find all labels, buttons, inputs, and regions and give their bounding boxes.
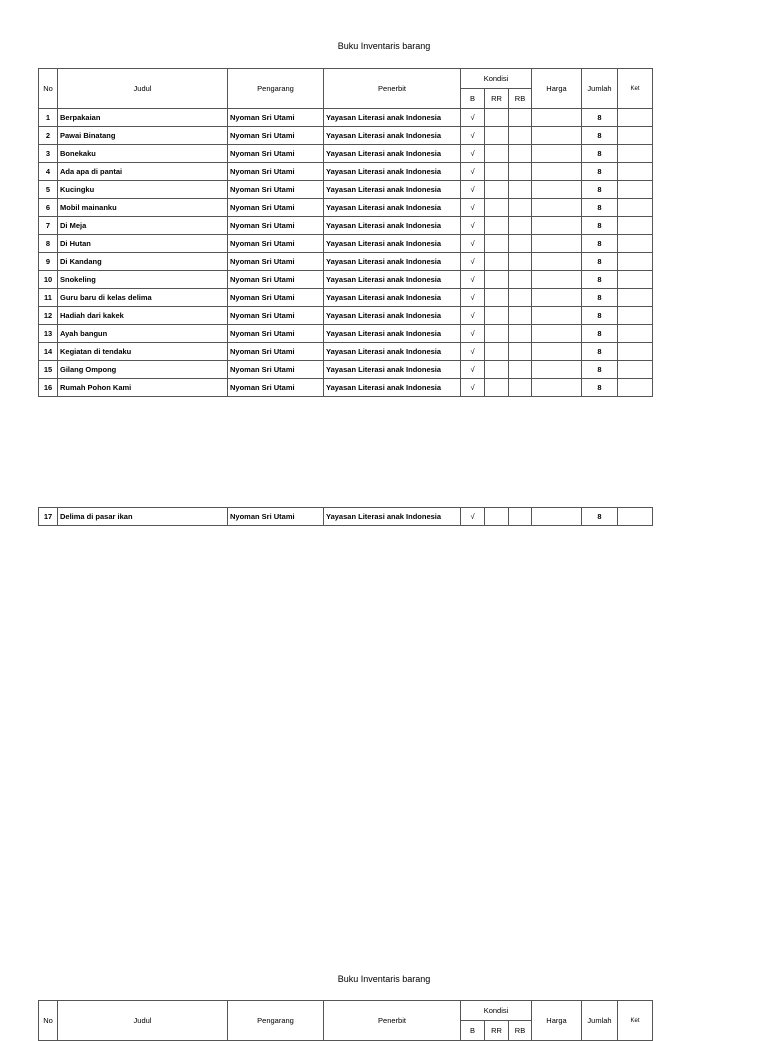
cell-kondisi-b: √ (461, 289, 485, 307)
header-no: No (39, 1001, 58, 1041)
cell-ket (618, 508, 653, 526)
cell-kondisi-rr (485, 217, 509, 235)
cell-judul: Berpakaian (58, 109, 228, 127)
cell-penerbit: Yayasan Literasi anak Indonesia (324, 508, 461, 526)
cell-judul: Bonekaku (58, 145, 228, 163)
header-judul: Judul (58, 69, 228, 109)
cell-kondisi-rb (509, 181, 532, 199)
cell-ket (618, 199, 653, 217)
cell-kondisi-b: √ (461, 253, 485, 271)
cell-ket (618, 289, 653, 307)
cell-pengarang: Nyoman Sri Utami (228, 271, 324, 289)
cell-ket (618, 343, 653, 361)
header-judul: Judul (58, 1001, 228, 1041)
cell-penerbit: Yayasan Literasi anak Indonesia (324, 361, 461, 379)
cell-jumlah: 8 (582, 325, 618, 343)
table-row (39, 325, 653, 343)
cell-no: 16 (39, 379, 58, 397)
cell-kondisi-rb (509, 253, 532, 271)
cell-kondisi-b: √ (461, 181, 485, 199)
cell-kondisi-rb (509, 508, 532, 526)
cell-harga (532, 145, 582, 163)
cell-jumlah: 8 (582, 271, 618, 289)
cell-judul: Delima di pasar ikan (58, 508, 228, 526)
cell-jumlah: 8 (582, 379, 618, 397)
cell-penerbit: Yayasan Literasi anak Indonesia (324, 199, 461, 217)
header-ket: Ket (618, 1001, 653, 1041)
cell-pengarang: Nyoman Sri Utami (228, 145, 324, 163)
table-row (39, 217, 653, 235)
cell-ket (618, 307, 653, 325)
cell-kondisi-b: √ (461, 325, 485, 343)
cell-ket (618, 145, 653, 163)
cell-harga (532, 217, 582, 235)
cell-judul: Pawai Binatang (58, 127, 228, 145)
cell-pengarang: Nyoman Sri Utami (228, 181, 324, 199)
cell-pengarang: Nyoman Sri Utami (228, 235, 324, 253)
cell-harga (532, 361, 582, 379)
cell-pengarang: Nyoman Sri Utami (228, 109, 324, 127)
header-kondisi: Kondisi (461, 1001, 532, 1021)
cell-ket (618, 109, 653, 127)
cell-kondisi-rr (485, 325, 509, 343)
header-no: No (39, 69, 58, 109)
header-penerbit: Penerbit (324, 1001, 461, 1041)
cell-judul: Ayah bangun (58, 325, 228, 343)
table-row (39, 181, 653, 199)
cell-judul: Di Meja (58, 217, 228, 235)
cell-harga (532, 235, 582, 253)
cell-penerbit: Yayasan Literasi anak Indonesia (324, 217, 461, 235)
cell-harga (532, 181, 582, 199)
cell-penerbit: Yayasan Literasi anak Indonesia (324, 271, 461, 289)
cell-jumlah: 8 (582, 163, 618, 181)
cell-kondisi-b: √ (461, 271, 485, 289)
cell-jumlah: 8 (582, 343, 618, 361)
cell-harga (532, 307, 582, 325)
cell-pengarang: Nyoman Sri Utami (228, 163, 324, 181)
table-row (39, 379, 653, 397)
cell-ket (618, 235, 653, 253)
cell-kondisi-rr (485, 235, 509, 253)
cell-harga (532, 325, 582, 343)
cell-penerbit: Yayasan Literasi anak Indonesia (324, 181, 461, 199)
cell-kondisi-rb (509, 271, 532, 289)
cell-kondisi-rr (485, 163, 509, 181)
cell-ket (618, 217, 653, 235)
header-jumlah: Jumlah (582, 1001, 618, 1041)
cell-pengarang: Nyoman Sri Utami (228, 217, 324, 235)
cell-judul: Mobil mainanku (58, 199, 228, 217)
cell-pengarang: Nyoman Sri Utami (228, 361, 324, 379)
cell-ket (618, 361, 653, 379)
cell-no: 9 (39, 253, 58, 271)
cell-no: 7 (39, 217, 58, 235)
cell-kondisi-rb (509, 145, 532, 163)
header-b: B (461, 1021, 485, 1041)
cell-harga (532, 163, 582, 181)
cell-kondisi-rb (509, 163, 532, 181)
page-title-repeat: Buku Inventaris barang (337, 974, 431, 984)
cell-kondisi-rr (485, 379, 509, 397)
cell-no: 2 (39, 127, 58, 145)
cell-harga (532, 109, 582, 127)
cell-kondisi-b: √ (461, 127, 485, 145)
cell-no: 5 (39, 181, 58, 199)
cell-penerbit: Yayasan Literasi anak Indonesia (324, 109, 461, 127)
cell-pengarang: Nyoman Sri Utami (228, 325, 324, 343)
cell-ket (618, 127, 653, 145)
header-kondisi: Kondisi (461, 69, 532, 89)
header-b: B (461, 89, 485, 109)
cell-kondisi-rb (509, 217, 532, 235)
cell-kondisi-rr (485, 307, 509, 325)
header-ket: Ket (618, 69, 653, 109)
cell-kondisi-b: √ (461, 235, 485, 253)
cell-kondisi-rb (509, 343, 532, 361)
cell-kondisi-rb (509, 289, 532, 307)
cell-ket (618, 253, 653, 271)
cell-kondisi-rr (485, 145, 509, 163)
cell-kondisi-rb (509, 109, 532, 127)
header-rb: RB (509, 89, 532, 109)
header-jumlah: Jumlah (582, 69, 618, 109)
header-pengarang: Pengarang (228, 1001, 324, 1041)
cell-no: 1 (39, 109, 58, 127)
header-rb: RB (509, 1021, 532, 1041)
cell-pengarang: Nyoman Sri Utami (228, 127, 324, 145)
cell-ket (618, 325, 653, 343)
cell-kondisi-rr (485, 127, 509, 145)
header-rr: RR (485, 89, 509, 109)
cell-pengarang: Nyoman Sri Utami (228, 289, 324, 307)
cell-kondisi-rb (509, 361, 532, 379)
table-row (39, 289, 653, 307)
cell-kondisi-rr (485, 508, 509, 526)
cell-judul: Guru baru di kelas delima (58, 289, 228, 307)
cell-ket (618, 163, 653, 181)
cell-pengarang: Nyoman Sri Utami (228, 307, 324, 325)
cell-kondisi-rb (509, 379, 532, 397)
table-row (39, 361, 653, 379)
cell-jumlah: 8 (582, 181, 618, 199)
cell-judul: Kucingku (58, 181, 228, 199)
cell-harga (532, 127, 582, 145)
cell-jumlah: 8 (582, 235, 618, 253)
table-row (39, 145, 653, 163)
cell-no: 13 (39, 325, 58, 343)
table-row (39, 253, 653, 271)
cell-penerbit: Yayasan Literasi anak Indonesia (324, 253, 461, 271)
cell-harga (532, 379, 582, 397)
cell-kondisi-rb (509, 307, 532, 325)
cell-kondisi-b: √ (461, 199, 485, 217)
cell-no: 17 (39, 508, 58, 526)
cell-jumlah: 8 (582, 127, 618, 145)
cell-jumlah: 8 (582, 109, 618, 127)
cell-kondisi-rb (509, 235, 532, 253)
cell-no: 4 (39, 163, 58, 181)
cell-penerbit: Yayasan Literasi anak Indonesia (324, 163, 461, 181)
table-row (39, 271, 653, 289)
header-rr: RR (485, 1021, 509, 1041)
cell-harga (532, 271, 582, 289)
cell-harga (532, 343, 582, 361)
cell-harga (532, 289, 582, 307)
cell-kondisi-b: √ (461, 361, 485, 379)
cell-judul: Hadiah dari kakek (58, 307, 228, 325)
cell-no: 6 (39, 199, 58, 217)
cell-kondisi-rr (485, 181, 509, 199)
cell-judul: Di Hutan (58, 235, 228, 253)
cell-no: 14 (39, 343, 58, 361)
cell-ket (618, 379, 653, 397)
cell-penerbit: Yayasan Literasi anak Indonesia (324, 379, 461, 397)
cell-kondisi-rr (485, 343, 509, 361)
cell-kondisi-b: √ (461, 217, 485, 235)
cell-penerbit: Yayasan Literasi anak Indonesia (324, 325, 461, 343)
cell-jumlah: 8 (582, 253, 618, 271)
cell-no: 8 (39, 235, 58, 253)
cell-harga (532, 199, 582, 217)
cell-kondisi-rb (509, 325, 532, 343)
cell-kondisi-b: √ (461, 508, 485, 526)
inventory-table (38, 68, 653, 397)
cell-ket (618, 181, 653, 199)
cell-kondisi-rr (485, 253, 509, 271)
cell-pengarang: Nyoman Sri Utami (228, 508, 324, 526)
cell-kondisi-rr (485, 289, 509, 307)
cell-kondisi-b: √ (461, 109, 485, 127)
cell-jumlah: 8 (582, 508, 618, 526)
cell-no: 3 (39, 145, 58, 163)
header-harga: Harga (532, 1001, 582, 1041)
cell-jumlah: 8 (582, 199, 618, 217)
inventory-table-continued (38, 507, 653, 526)
cell-kondisi-b: √ (461, 145, 485, 163)
cell-kondisi-rb (509, 199, 532, 217)
cell-kondisi-b: √ (461, 307, 485, 325)
cell-jumlah: 8 (582, 361, 618, 379)
cell-judul: Gilang Ompong (58, 361, 228, 379)
cell-jumlah: 8 (582, 145, 618, 163)
cell-kondisi-rb (509, 127, 532, 145)
table-row (39, 235, 653, 253)
cell-judul: Di Kandang (58, 253, 228, 271)
cell-judul: Ada apa di pantai (58, 163, 228, 181)
table-row (39, 109, 653, 127)
cell-judul: Rumah Pohon Kami (58, 379, 228, 397)
table-row (39, 163, 653, 181)
cell-kondisi-b: √ (461, 379, 485, 397)
cell-no: 11 (39, 289, 58, 307)
cell-pengarang: Nyoman Sri Utami (228, 343, 324, 361)
inventory-table-header-repeat (38, 1000, 653, 1041)
table-row (39, 199, 653, 217)
cell-penerbit: Yayasan Literasi anak Indonesia (324, 289, 461, 307)
table-row (39, 307, 653, 325)
cell-judul: Snokeling (58, 271, 228, 289)
cell-no: 15 (39, 361, 58, 379)
cell-kondisi-rr (485, 199, 509, 217)
cell-harga (532, 253, 582, 271)
cell-kondisi-b: √ (461, 343, 485, 361)
cell-kondisi-rr (485, 271, 509, 289)
cell-pengarang: Nyoman Sri Utami (228, 199, 324, 217)
cell-penerbit: Yayasan Literasi anak Indonesia (324, 343, 461, 361)
cell-jumlah: 8 (582, 307, 618, 325)
header-pengarang: Pengarang (228, 69, 324, 109)
table-row (39, 343, 653, 361)
cell-jumlah: 8 (582, 217, 618, 235)
header-harga: Harga (532, 69, 582, 109)
cell-no: 12 (39, 307, 58, 325)
cell-kondisi-b: √ (461, 163, 485, 181)
header-penerbit: Penerbit (324, 69, 461, 109)
table-row (39, 127, 653, 145)
cell-pengarang: Nyoman Sri Utami (228, 379, 324, 397)
cell-no: 10 (39, 271, 58, 289)
cell-penerbit: Yayasan Literasi anak Indonesia (324, 127, 461, 145)
cell-harga (532, 508, 582, 526)
cell-penerbit: Yayasan Literasi anak Indonesia (324, 307, 461, 325)
cell-penerbit: Yayasan Literasi anak Indonesia (324, 235, 461, 253)
cell-judul: Kegiatan di tendaku (58, 343, 228, 361)
table-row (39, 508, 653, 526)
cell-kondisi-rr (485, 361, 509, 379)
cell-pengarang: Nyoman Sri Utami (228, 253, 324, 271)
cell-kondisi-rr (485, 109, 509, 127)
cell-penerbit: Yayasan Literasi anak Indonesia (324, 145, 461, 163)
cell-ket (618, 271, 653, 289)
cell-jumlah: 8 (582, 289, 618, 307)
page-title: Buku Inventaris barang (337, 41, 431, 51)
